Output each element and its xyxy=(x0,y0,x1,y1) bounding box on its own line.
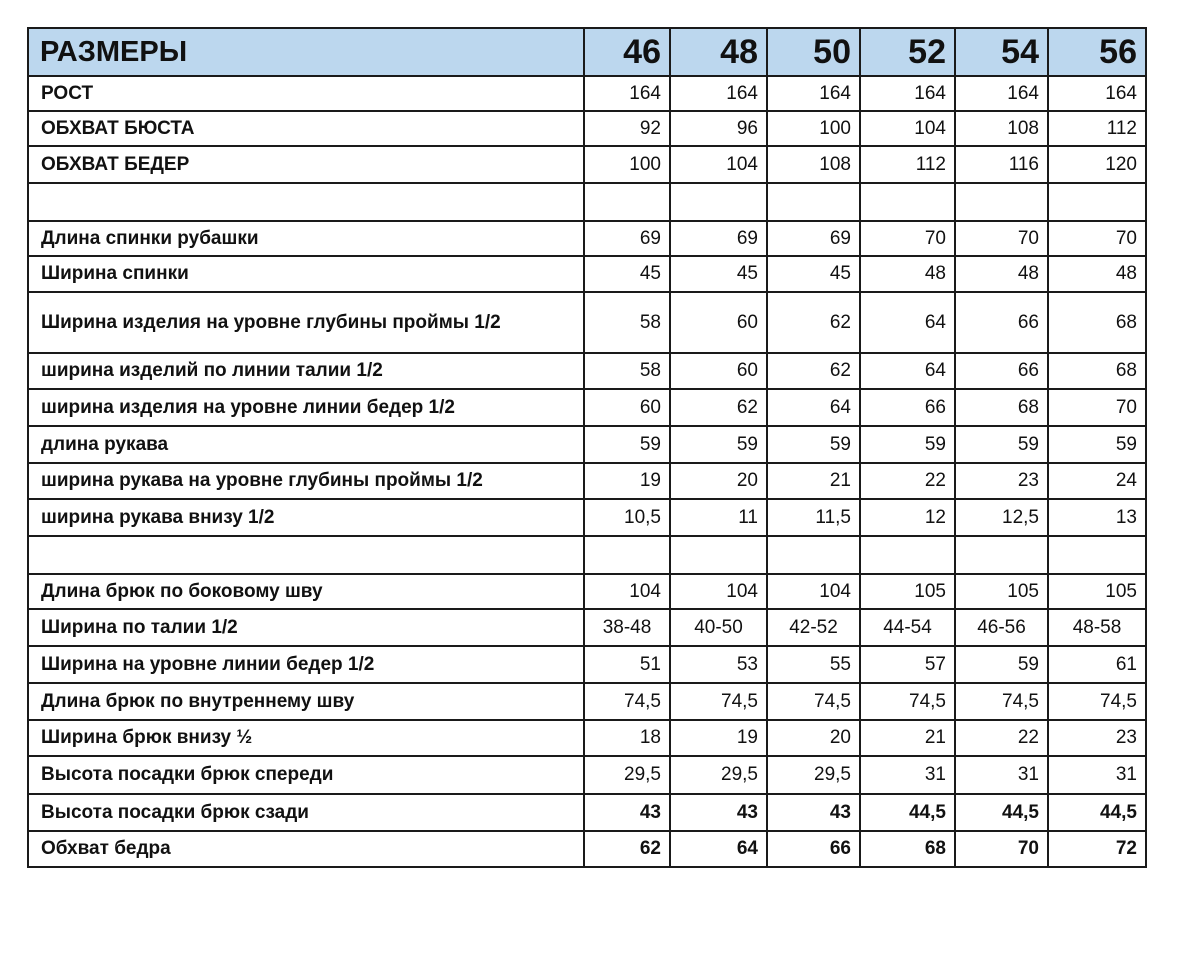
measurement-value xyxy=(767,536,860,574)
measurement-value: 104 xyxy=(584,574,670,609)
measurement-label: Ширина по талии 1/2 xyxy=(28,609,584,646)
table-row xyxy=(28,794,1146,831)
measurement-value: 38-48 xyxy=(584,609,670,646)
spacer-row xyxy=(28,183,1146,221)
measurement-value: 12,5 xyxy=(955,499,1048,536)
measurement-value: 164 xyxy=(767,76,860,111)
measurement-value: 59 xyxy=(670,426,767,463)
measurement-value: 69 xyxy=(767,221,860,256)
measurement-value: 48 xyxy=(860,256,955,292)
size-header: 56 xyxy=(1048,28,1146,76)
measurement-label: ОБХВАТ БЕДЕР xyxy=(28,146,584,183)
measurement-value: 21 xyxy=(860,720,955,756)
measurement-label: ширина рукава на уровне глубины проймы 1/2 xyxy=(28,463,584,499)
measurement-value: 19 xyxy=(584,463,670,499)
measurement-value: 70 xyxy=(955,831,1048,867)
measurement-value xyxy=(767,183,860,221)
measurement-value xyxy=(955,183,1048,221)
table-row xyxy=(28,683,1146,720)
measurement-value: 64 xyxy=(860,292,955,353)
measurement-value xyxy=(1048,536,1146,574)
measurement-value: 43 xyxy=(767,794,860,831)
measurement-value: 48 xyxy=(955,256,1048,292)
measurement-value: 61 xyxy=(1048,646,1146,683)
measurement-value: 59 xyxy=(767,426,860,463)
measurement-value: 66 xyxy=(955,353,1048,389)
measurement-value: 13 xyxy=(1048,499,1146,536)
measurement-value: 74,5 xyxy=(1048,683,1146,720)
measurement-value xyxy=(584,183,670,221)
measurement-value: 164 xyxy=(1048,76,1146,111)
measurement-value: 66 xyxy=(767,831,860,867)
measurement-value: 60 xyxy=(670,292,767,353)
measurement-value: 74,5 xyxy=(767,683,860,720)
table-row xyxy=(28,609,1146,646)
measurement-value: 62 xyxy=(767,292,860,353)
table-row xyxy=(28,111,1146,146)
table-row xyxy=(28,221,1146,256)
measurement-value xyxy=(860,183,955,221)
measurement-value: 10,5 xyxy=(584,499,670,536)
table-row xyxy=(28,499,1146,536)
table-row xyxy=(28,720,1146,756)
table-row xyxy=(28,353,1146,389)
measurement-value: 31 xyxy=(1048,756,1146,794)
measurement-value: 21 xyxy=(767,463,860,499)
measurement-label xyxy=(28,536,584,574)
size-header: 54 xyxy=(955,28,1048,76)
size-header: 50 xyxy=(767,28,860,76)
spacer-row xyxy=(28,536,1146,574)
measurement-value xyxy=(860,536,955,574)
measurement-value: 64 xyxy=(860,353,955,389)
measurement-value xyxy=(670,536,767,574)
size-header: 46 xyxy=(584,28,670,76)
measurement-value: 45 xyxy=(767,256,860,292)
size-header: 52 xyxy=(860,28,955,76)
measurement-value: 68 xyxy=(955,389,1048,426)
measurement-value: 70 xyxy=(955,221,1048,256)
table-row xyxy=(28,292,1146,353)
table-row xyxy=(28,646,1146,683)
measurement-value: 66 xyxy=(955,292,1048,353)
measurement-value: 59 xyxy=(955,426,1048,463)
size-chart-table xyxy=(27,27,1147,868)
measurement-label: ширина изделий по линии талии 1/2 xyxy=(28,353,584,389)
table-row xyxy=(28,463,1146,499)
measurement-value: 70 xyxy=(1048,389,1146,426)
measurement-value: 44,5 xyxy=(860,794,955,831)
measurement-value xyxy=(955,536,1048,574)
measurement-value: 104 xyxy=(670,146,767,183)
measurement-value: 164 xyxy=(955,76,1048,111)
measurement-value: 31 xyxy=(860,756,955,794)
measurement-value: 74,5 xyxy=(670,683,767,720)
measurement-value: 55 xyxy=(767,646,860,683)
measurement-label: Ширина изделия на уровне глубины проймы 1/2 xyxy=(28,292,584,353)
measurement-value: 92 xyxy=(584,111,670,146)
measurement-value: 68 xyxy=(860,831,955,867)
measurement-value: 20 xyxy=(670,463,767,499)
measurement-value: 112 xyxy=(1048,111,1146,146)
measurement-value: 62 xyxy=(767,353,860,389)
measurement-value: 112 xyxy=(860,146,955,183)
measurement-value: 164 xyxy=(860,76,955,111)
measurement-label: Длина спинки рубашки xyxy=(28,221,584,256)
measurement-value: 59 xyxy=(584,426,670,463)
measurement-value: 45 xyxy=(584,256,670,292)
measurement-value: 74,5 xyxy=(955,683,1048,720)
measurement-value: 70 xyxy=(1048,221,1146,256)
measurement-value: 48 xyxy=(1048,256,1146,292)
measurement-label: Обхват бедра xyxy=(28,831,584,867)
measurement-value: 18 xyxy=(584,720,670,756)
measurement-value xyxy=(670,183,767,221)
measurement-value: 44,5 xyxy=(1048,794,1146,831)
measurement-value: 62 xyxy=(670,389,767,426)
measurement-value: 22 xyxy=(955,720,1048,756)
measurement-value: 105 xyxy=(860,574,955,609)
header-row xyxy=(28,28,1146,76)
measurement-label: Ширина брюк внизу ½ xyxy=(28,720,584,756)
measurement-value: 29,5 xyxy=(670,756,767,794)
measurement-value: 62 xyxy=(584,831,670,867)
measurement-value: 22 xyxy=(860,463,955,499)
measurement-value: 58 xyxy=(584,292,670,353)
measurement-value: 59 xyxy=(955,646,1048,683)
measurement-value: 120 xyxy=(1048,146,1146,183)
table-row xyxy=(28,146,1146,183)
measurement-value: 66 xyxy=(860,389,955,426)
measurement-value: 51 xyxy=(584,646,670,683)
measurement-value: 68 xyxy=(1048,353,1146,389)
measurement-value: 23 xyxy=(955,463,1048,499)
measurement-value: 74,5 xyxy=(860,683,955,720)
size-header: 48 xyxy=(670,28,767,76)
measurement-value: 70 xyxy=(860,221,955,256)
measurement-value: 44,5 xyxy=(955,794,1048,831)
measurement-value: 100 xyxy=(767,111,860,146)
measurement-label: Высота посадки брюк сзади xyxy=(28,794,584,831)
measurement-value: 68 xyxy=(1048,292,1146,353)
measurement-label: ширина изделия на уровне линии бедер 1/2 xyxy=(28,389,584,426)
measurement-value: 46-56 xyxy=(955,609,1048,646)
table-row xyxy=(28,256,1146,292)
measurement-value: 72 xyxy=(1048,831,1146,867)
measurement-label: Длина брюк по внутреннему шву xyxy=(28,683,584,720)
measurement-value: 105 xyxy=(955,574,1048,609)
measurement-value: 58 xyxy=(584,353,670,389)
measurement-label xyxy=(28,183,584,221)
measurement-value: 53 xyxy=(670,646,767,683)
measurement-value: 43 xyxy=(584,794,670,831)
measurement-value: 29,5 xyxy=(584,756,670,794)
measurement-value: 24 xyxy=(1048,463,1146,499)
measurement-value: 59 xyxy=(860,426,955,463)
measurement-value: 96 xyxy=(670,111,767,146)
measurement-label: ОБХВАТ БЮСТА xyxy=(28,111,584,146)
measurement-value: 60 xyxy=(584,389,670,426)
measurement-value: 57 xyxy=(860,646,955,683)
measurement-value: 104 xyxy=(860,111,955,146)
measurement-value: 164 xyxy=(584,76,670,111)
measurement-value: 23 xyxy=(1048,720,1146,756)
measurement-value: 64 xyxy=(767,389,860,426)
measurement-label: длина рукава xyxy=(28,426,584,463)
table-row xyxy=(28,389,1146,426)
measurement-value: 108 xyxy=(767,146,860,183)
measurement-value: 48-58 xyxy=(1048,609,1146,646)
measurement-value: 11 xyxy=(670,499,767,536)
table-row xyxy=(28,756,1146,794)
measurement-value: 20 xyxy=(767,720,860,756)
measurement-value: 104 xyxy=(767,574,860,609)
header-label: РАЗМЕРЫ xyxy=(28,28,584,76)
measurement-value: 104 xyxy=(670,574,767,609)
measurement-value: 69 xyxy=(670,221,767,256)
measurement-label: Высота посадки брюк спереди xyxy=(28,756,584,794)
measurement-value: 29,5 xyxy=(767,756,860,794)
measurement-value: 105 xyxy=(1048,574,1146,609)
measurement-value: 42-52 xyxy=(767,609,860,646)
measurement-label: Ширина на уровне линии бедер 1/2 xyxy=(28,646,584,683)
table-row xyxy=(28,426,1146,463)
measurement-value: 40-50 xyxy=(670,609,767,646)
measurement-value xyxy=(584,536,670,574)
measurement-value: 69 xyxy=(584,221,670,256)
measurement-value: 44-54 xyxy=(860,609,955,646)
table-row xyxy=(28,574,1146,609)
measurement-value xyxy=(1048,183,1146,221)
measurement-value: 11,5 xyxy=(767,499,860,536)
measurement-value: 43 xyxy=(670,794,767,831)
measurement-value: 19 xyxy=(670,720,767,756)
measurement-value: 108 xyxy=(955,111,1048,146)
measurement-value: 60 xyxy=(670,353,767,389)
measurement-label: Длина брюк по боковому шву xyxy=(28,574,584,609)
measurement-value: 45 xyxy=(670,256,767,292)
measurement-label: Ширина спинки xyxy=(28,256,584,292)
measurement-value: 164 xyxy=(670,76,767,111)
measurement-value: 59 xyxy=(1048,426,1146,463)
measurement-value: 31 xyxy=(955,756,1048,794)
measurement-value: 116 xyxy=(955,146,1048,183)
measurement-value: 12 xyxy=(860,499,955,536)
measurement-value: 74,5 xyxy=(584,683,670,720)
table-row xyxy=(28,831,1146,867)
measurement-label: ширина рукава внизу 1/2 xyxy=(28,499,584,536)
measurement-value: 64 xyxy=(670,831,767,867)
measurement-value: 100 xyxy=(584,146,670,183)
measurement-label: РОСТ xyxy=(28,76,584,111)
table-row xyxy=(28,76,1146,111)
